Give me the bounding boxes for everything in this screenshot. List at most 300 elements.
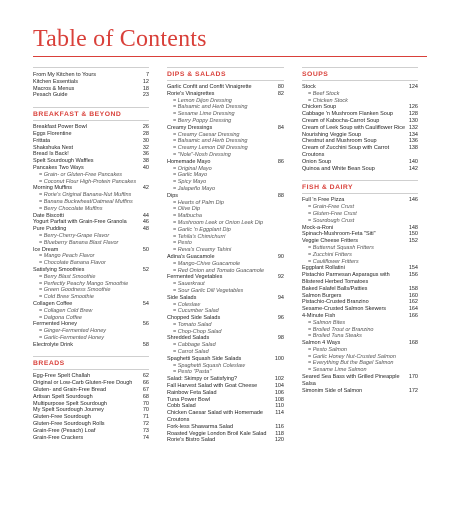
entry-page-number: 12 [142, 78, 149, 85]
toc-sub-entry[interactable] [302, 354, 418, 361]
toc-sub-entry[interactable] [33, 287, 149, 294]
toc-sub-entry[interactable] [167, 247, 284, 254]
entry-page-number: 58 [142, 341, 149, 348]
entry-title: Full 'n Free Pizza [302, 197, 345, 204]
toc-sub-entry[interactable] [33, 192, 149, 199]
entry-title: Adina's Guacamole [167, 253, 215, 260]
entry-page-number: 154 [408, 265, 418, 272]
entry-title: = Grain- or Gluten-Free Pancakes [39, 172, 149, 179]
entry-title: Onion Soup [302, 158, 332, 165]
toc-entry[interactable] [302, 125, 418, 132]
entry-title: = Carrot Salad [173, 349, 284, 356]
toc-sub-entry[interactable] [167, 234, 284, 241]
entry-page-number: 120 [274, 437, 284, 444]
toc-entry[interactable] [33, 79, 149, 86]
toc-sub-entry[interactable] [167, 302, 284, 309]
entry-title: Salmon 4 Ways [302, 340, 341, 347]
toc-sub-entry[interactable] [33, 308, 149, 315]
toc-sub-entry[interactable] [302, 367, 418, 374]
toc-sub-entry[interactable] [302, 320, 418, 327]
toc-section [33, 356, 149, 441]
entry-page-number: 96 [277, 315, 284, 322]
toc-entry[interactable] [167, 356, 284, 363]
toc-sub-entry[interactable] [33, 179, 149, 186]
entry-title: = Sesame Lime Dressing [173, 111, 284, 118]
toc-entry[interactable] [302, 159, 418, 166]
toc-sub-entry[interactable] [167, 111, 284, 118]
entry-title: = Cucumber Salad [173, 308, 284, 315]
entry-page-number: 67 [142, 387, 149, 394]
toc-sub-entry[interactable] [33, 315, 149, 322]
toc-entry[interactable] [302, 286, 418, 293]
entry-title: Multipurpose Spelt Sourdough [33, 400, 107, 407]
entry-page-number: 166 [408, 312, 418, 319]
entry-title: Eggplant Rollatini [302, 265, 345, 272]
entry-title: = Sour Garlic Dill Vegetables [173, 288, 284, 295]
entry-title: = Cabbage Salad [173, 342, 284, 349]
entry-title: From My Kitchen to Yours [33, 72, 96, 78]
entry-page-number: 26 [142, 124, 149, 131]
toc-sub-entry[interactable] [302, 333, 418, 340]
toc-sub-entry[interactable] [167, 329, 284, 336]
entry-page-number: 88 [277, 192, 284, 199]
entry-title: Dips [167, 192, 179, 199]
toc-entry[interactable] [302, 374, 418, 388]
toc-sub-entry[interactable] [167, 132, 284, 139]
entry-title: Fermented Honey [33, 321, 78, 328]
entry-title: = Coconut Flour High-Protein Pancakes [39, 179, 149, 186]
toc-entry[interactable] [167, 383, 284, 390]
toc-entry[interactable] [33, 321, 149, 328]
toc-sub-entry[interactable] [167, 145, 284, 152]
entry-title: Satisfying Smoothies [33, 266, 85, 273]
toc-column-2 [167, 64, 284, 444]
entry-title: = Gluten-Free Crust [308, 211, 418, 218]
entry-title: = Dalgona Coffee [39, 315, 149, 322]
toc-entry[interactable] [33, 138, 149, 145]
entry-title: Egg-Free Spelt Challah [33, 373, 91, 380]
toc-sub-entry[interactable] [167, 281, 284, 288]
toc-sub-entry[interactable] [302, 245, 418, 252]
toc-entry[interactable] [167, 315, 284, 322]
toc-entry[interactable] [302, 238, 418, 245]
entry-page-number: 110 [275, 403, 284, 410]
toc-entry[interactable] [302, 225, 418, 232]
entry-title: = Spaghetti Squash Coleslaw [173, 363, 284, 370]
entry-title: = Balsamic and Herb Dressing [173, 138, 284, 145]
entry-title: Chicken Caesar Salad with Homemade Croutons [167, 410, 263, 424]
toc-sub-entry[interactable] [167, 363, 284, 370]
entry-page-number: 28 [142, 130, 149, 137]
entry-title: Spinach-Mushroom-Feta "Siti" [302, 231, 376, 238]
toc-sub-entry[interactable] [302, 360, 418, 367]
toc-entry[interactable] [33, 158, 149, 165]
entry-title: = Cold Brew Smoothie [39, 294, 149, 301]
toc-sub-entry[interactable] [167, 104, 284, 111]
entry-page-number: 94 [277, 294, 284, 301]
toc-entry[interactable] [33, 267, 149, 274]
entry-title: Veggie Cheese Fritters [302, 238, 358, 245]
toc-entry[interactable] [302, 231, 418, 238]
toc-sub-entry[interactable] [167, 349, 284, 356]
toc-sub-entry[interactable] [33, 274, 149, 281]
toc-entry[interactable] [167, 376, 284, 383]
toc-entry[interactable] [167, 424, 284, 431]
entry-page-number: 124 [408, 84, 418, 90]
toc-entry[interactable] [33, 373, 149, 380]
toc-sub-entry[interactable] [167, 98, 284, 105]
entry-page-number: 40 [142, 164, 149, 171]
title-rule [33, 56, 427, 57]
entry-title: Rorie's Bistro Salad [167, 437, 216, 444]
toc-sub-entry[interactable] [33, 294, 149, 301]
entry-page-number: 156 [408, 272, 418, 279]
toc-sub-entry[interactable] [33, 260, 149, 267]
entry-page-number: 23 [142, 92, 149, 99]
toc-entry[interactable] [33, 414, 149, 421]
entry-title: Gluten- and Grain-Free Bread [33, 387, 107, 394]
toc-entry[interactable] [33, 421, 149, 428]
toc-sub-entry[interactable] [302, 252, 418, 259]
toc-entry[interactable] [33, 407, 149, 414]
toc-sub-entry[interactable] [33, 253, 149, 260]
entry-title: = Everything But the Bagel Salmon [308, 360, 418, 367]
toc-entry[interactable] [33, 86, 149, 93]
entry-title: Shakshuka Nest [33, 144, 74, 151]
entry-title: = Matbucha [173, 213, 284, 220]
entry-page-number: 136 [408, 138, 418, 145]
entry-title: = Banana Buckwheat/Oatmeal Muffins [39, 199, 149, 206]
entry-title: Electrolyte Drink [33, 341, 74, 348]
section-heading: BREAKFAST & BEYOND [33, 107, 149, 121]
entry-title: Fall Harvest Salad with Goat Cheese [167, 383, 258, 390]
entry-title: = Mango-Chive Guacamole [173, 261, 284, 268]
toc-sub-entry[interactable] [167, 322, 284, 329]
entry-title: = Chocolate Banana Flavor [39, 260, 149, 267]
entry-title: = Tomato Salad [173, 322, 284, 329]
entry-title: Salad: Skimpy or Satisfying? [167, 376, 238, 383]
entry-page-number: 126 [408, 104, 418, 111]
entry-title: Ice Dream [33, 246, 59, 253]
entry-title: = Chop-Chop Salad [173, 329, 284, 336]
entry-title: Collagen Coffee [33, 300, 73, 307]
toc-entry[interactable] [33, 380, 149, 387]
entry-page-number: 128 [408, 111, 418, 118]
toc-entry[interactable] [167, 125, 284, 132]
toc-entry[interactable] [33, 213, 149, 220]
toc-sub-entry[interactable] [33, 199, 149, 206]
entry-page-number: 98 [277, 335, 284, 342]
entry-title: = Chicken Stock [308, 98, 418, 105]
entry-page-number: 148 [408, 224, 418, 231]
entry-page-number: 80 [277, 84, 284, 90]
entry-title: Spelt Sourdough Waffles [33, 158, 94, 165]
entry-page-number: 130 [408, 117, 418, 124]
toc-entry[interactable] [302, 265, 418, 272]
toc-sub-entry[interactable] [302, 91, 418, 98]
entry-title: = Salmon Bites [308, 320, 418, 327]
entry-page-number: 86 [277, 158, 284, 165]
toc-column-3 [302, 64, 418, 394]
toc-sub-entry[interactable] [33, 281, 149, 288]
toc-sub-entry[interactable] [167, 227, 284, 234]
entry-page-number: 30 [142, 137, 149, 144]
toc-entry[interactable] [302, 145, 418, 159]
entry-page-number: 52 [142, 266, 149, 273]
entry-title: Simonim Side of Salmon [302, 387, 363, 394]
toc-sub-entry[interactable] [33, 328, 149, 335]
entry-title: = Green Goodness Smoothie [39, 287, 149, 294]
entry-page-number: 146 [408, 197, 418, 204]
entry-title: = Zucchini Fritters [308, 252, 418, 259]
entry-title: = Mango Peach Flavor [39, 253, 149, 260]
toc-entry[interactable] [302, 306, 418, 313]
toc-sub-entry[interactable] [167, 172, 284, 179]
entry-page-number: 138 [408, 145, 418, 152]
toc-sub-entry[interactable] [302, 204, 418, 211]
entry-title: Mock-a-Roni [302, 224, 334, 231]
entry-page-number: 32 [142, 144, 149, 151]
entry-title: = Sauerkraut [173, 281, 284, 288]
entry-title: Tuna Power Bowl [167, 396, 210, 403]
entry-page-number: 172 [408, 387, 418, 394]
toc-entry[interactable] [33, 92, 149, 99]
toc-entry[interactable] [167, 84, 284, 91]
entry-title: = Creamy Lemon Dill Dressing [173, 145, 284, 152]
entry-title: Stock [302, 84, 316, 90]
entry-title: Bread Is Back! [33, 151, 69, 158]
toc-sub-entry[interactable] [302, 211, 418, 218]
section-heading: DIPS & SALADS [167, 67, 284, 81]
entry-title: = Sourdough Crust [308, 218, 418, 225]
entry-title: = Hearts of Palm Dip [173, 200, 284, 207]
entry-title: Cream of Leek Soup with Cauliflower Rice [302, 124, 406, 131]
toc-sub-entry[interactable] [167, 138, 284, 145]
entry-page-number: 68 [142, 393, 149, 400]
toc-entry[interactable] [167, 159, 284, 166]
toc-sub-entry[interactable] [167, 166, 284, 173]
entry-page-number: 106 [274, 389, 284, 396]
toc-sub-entry[interactable] [302, 259, 418, 266]
toc-sub-entry[interactable] [167, 342, 284, 349]
toc-entry[interactable] [302, 104, 418, 111]
toc-entry[interactable] [302, 313, 418, 320]
toc-sub-entry[interactable] [167, 213, 284, 220]
entry-title: Artisan Spelt Sourdough [33, 393, 93, 400]
entry-title: Pistachio-Crusted Branzino [302, 299, 369, 306]
entry-page-number: 90 [277, 253, 284, 260]
entry-title: Grain-Free (Pesach) Loaf [33, 427, 96, 434]
toc-sub-entry[interactable] [167, 186, 284, 193]
toc-sub-entry[interactable] [302, 98, 418, 105]
entry-page-number: 160 [408, 292, 418, 299]
entry-page-number: 150 [408, 231, 418, 238]
entry-title: = Pesto Salmon [308, 347, 418, 354]
toc-entry[interactable] [33, 247, 149, 254]
toc-entry[interactable] [302, 132, 418, 139]
entry-page-number: 42 [142, 185, 149, 192]
toc-entry[interactable] [167, 91, 284, 98]
toc-sub-entry[interactable] [302, 218, 418, 225]
toc-entry[interactable] [302, 299, 418, 306]
entry-page-number: 134 [408, 131, 418, 138]
toc-entry[interactable] [33, 72, 149, 79]
entry-title: Cream of Zucchini Soup with Carrot Croutons [302, 145, 390, 158]
toc-sub-entry[interactable] [167, 308, 284, 315]
entry-title: Grain-Free Crackers [33, 434, 84, 441]
toc-section [33, 107, 149, 348]
entry-title: Quinoa and White Bean Soup [302, 165, 375, 172]
toc-entry[interactable] [302, 138, 418, 145]
toc-entry[interactable] [167, 295, 284, 302]
toc-sub-entry[interactable] [167, 200, 284, 207]
entry-title: Morning Muffins [33, 185, 73, 192]
entry-title: = Garlic Mayo [173, 172, 284, 179]
toc-entry[interactable] [302, 340, 418, 347]
entry-page-number: 116 [275, 423, 284, 430]
toc-entry[interactable] [302, 84, 418, 91]
entry-page-number: 56 [142, 321, 149, 328]
toc-entry[interactable] [33, 145, 149, 152]
toc-entry[interactable] [33, 401, 149, 408]
toc-sub-entry[interactable] [302, 347, 418, 354]
entry-page-number: 72 [142, 421, 149, 428]
toc-entry[interactable] [167, 397, 284, 404]
toc-entry[interactable] [167, 431, 284, 438]
entry-title: Cobb Salad [167, 403, 196, 410]
entry-page-number: 140 [408, 158, 418, 165]
toc-entry[interactable] [33, 301, 149, 308]
entry-title: Sesame-Crusted Salmon Skewers [302, 306, 387, 313]
entry-title: Pure Pudding [33, 226, 67, 233]
toc-sub-entry[interactable] [167, 261, 284, 268]
toc-entry[interactable] [302, 166, 418, 173]
toc-sub-entry[interactable] [33, 172, 149, 179]
toc-entry[interactable] [167, 390, 284, 397]
toc-entry[interactable] [33, 428, 149, 435]
toc-sub-entry[interactable] [167, 206, 284, 213]
entry-title: Pesach Guide [33, 92, 68, 99]
toc-sub-entry[interactable] [33, 240, 149, 247]
entry-title: = Collagen Cold Brew [39, 308, 149, 315]
toc-entry[interactable] [302, 118, 418, 125]
toc-sub-entry[interactable] [167, 240, 284, 247]
entry-title: Eggs Florentine [33, 130, 72, 137]
toc-entry[interactable] [33, 394, 149, 401]
toc-entry[interactable] [302, 272, 418, 286]
entry-page-number: 152 [408, 238, 418, 245]
toc-entry[interactable] [167, 274, 284, 281]
entry-page-number: 118 [275, 430, 284, 437]
toc-entry[interactable] [33, 387, 149, 394]
toc-entry[interactable] [33, 342, 149, 349]
entry-page-number: 44 [142, 212, 149, 219]
entry-page-number: 164 [408, 306, 418, 313]
toc-entry[interactable] [302, 111, 418, 118]
entry-title: My Spelt Sourdough Journey [33, 407, 104, 414]
toc-entry[interactable] [302, 293, 418, 300]
entry-page-number: 170 [408, 374, 418, 381]
entry-title: = Coleslaw [173, 302, 284, 309]
entry-title: Chicken Soup [302, 104, 337, 111]
entry-page-number: 102 [274, 376, 284, 383]
entry-page-number: 82 [277, 90, 284, 97]
entry-page-number: 92 [277, 274, 284, 281]
toc-entry[interactable] [167, 335, 284, 342]
entry-title: = Jalapeño Mayo [173, 186, 284, 193]
toc-sub-entry[interactable] [167, 369, 284, 376]
entry-title: Macros & Menus [33, 85, 75, 92]
toc-entry[interactable] [167, 403, 284, 410]
toc-entry[interactable] [167, 193, 284, 200]
page-title: Table of Contents [33, 26, 207, 52]
toc-sub-entry[interactable] [167, 152, 284, 159]
entry-title: = Berry Blast Smoothie [39, 274, 149, 281]
entry-title: Nourishing Veggie Soup [302, 131, 362, 138]
entry-page-number: 142 [408, 165, 418, 172]
entry-page-number: 62 [142, 373, 149, 380]
toc-sub-entry[interactable] [167, 118, 284, 125]
toc-sub-entry[interactable] [167, 268, 284, 275]
entry-title: = "Nole"-Nosh Dressing [173, 152, 284, 159]
entry-page-number: 7 [145, 72, 149, 78]
toc-sub-entry[interactable] [33, 206, 149, 213]
entry-title: = Grain-Free Crust [308, 204, 418, 211]
toc-entry[interactable] [302, 197, 418, 204]
entry-title: Pancakes Two Ways [33, 164, 84, 171]
entry-page-number: 100 [274, 355, 284, 362]
toc-sub-entry[interactable] [33, 335, 149, 342]
toc-entry[interactable] [167, 437, 284, 444]
toc-section [302, 67, 418, 172]
entry-title: = Original Mayo [173, 166, 284, 173]
entry-page-number: 84 [277, 124, 284, 131]
toc-entry[interactable] [167, 254, 284, 261]
toc-entry[interactable] [33, 124, 149, 131]
entry-title: = Red Onion and Tomato Guacamole [173, 268, 284, 275]
entry-title: Chopped Side Salads [167, 315, 221, 322]
entry-title: Spaghetti Squash Side Salads [167, 355, 242, 362]
entry-title: Frittata [33, 137, 51, 144]
toc-sub-entry[interactable] [33, 233, 149, 240]
entry-title: Rorie's Vinaigrettes [167, 90, 215, 97]
toc-entry[interactable] [33, 131, 149, 138]
toc-entry[interactable] [33, 151, 149, 158]
entry-page-number: 46 [142, 219, 149, 226]
toc-entry[interactable] [167, 410, 284, 424]
entry-title: = Reva's Creamy Tahini [173, 247, 284, 254]
toc-entry[interactable] [33, 226, 149, 233]
toc-entry[interactable] [33, 165, 149, 172]
entry-title: = Garlic Honey Nut-Crusted Salmon [308, 354, 418, 361]
entry-title: Original or Low-Carb Gluten-Free Dough [33, 380, 133, 387]
entry-title: = Broiled Tuna Steaks [308, 333, 418, 340]
toc-entry[interactable] [33, 185, 149, 192]
entry-title: = Olive Dip [173, 206, 284, 213]
toc-entry[interactable] [33, 219, 149, 226]
toc-sub-entry[interactable] [167, 179, 284, 186]
toc-entry[interactable] [33, 435, 149, 442]
entry-page-number: 73 [142, 427, 149, 434]
toc-entry[interactable] [302, 388, 418, 395]
entry-title: = Blueberry Banana Blast Flavor [39, 240, 149, 247]
toc-sub-entry[interactable] [167, 288, 284, 295]
toc-sub-entry[interactable] [302, 327, 418, 334]
entry-title: = Mushroom Leek or Onion Leek Dip [173, 220, 284, 227]
toc-sub-entry[interactable] [167, 220, 284, 227]
entry-title: = Garlic 'n Eggplant Dip [173, 227, 284, 234]
entry-page-number: 114 [275, 410, 284, 417]
